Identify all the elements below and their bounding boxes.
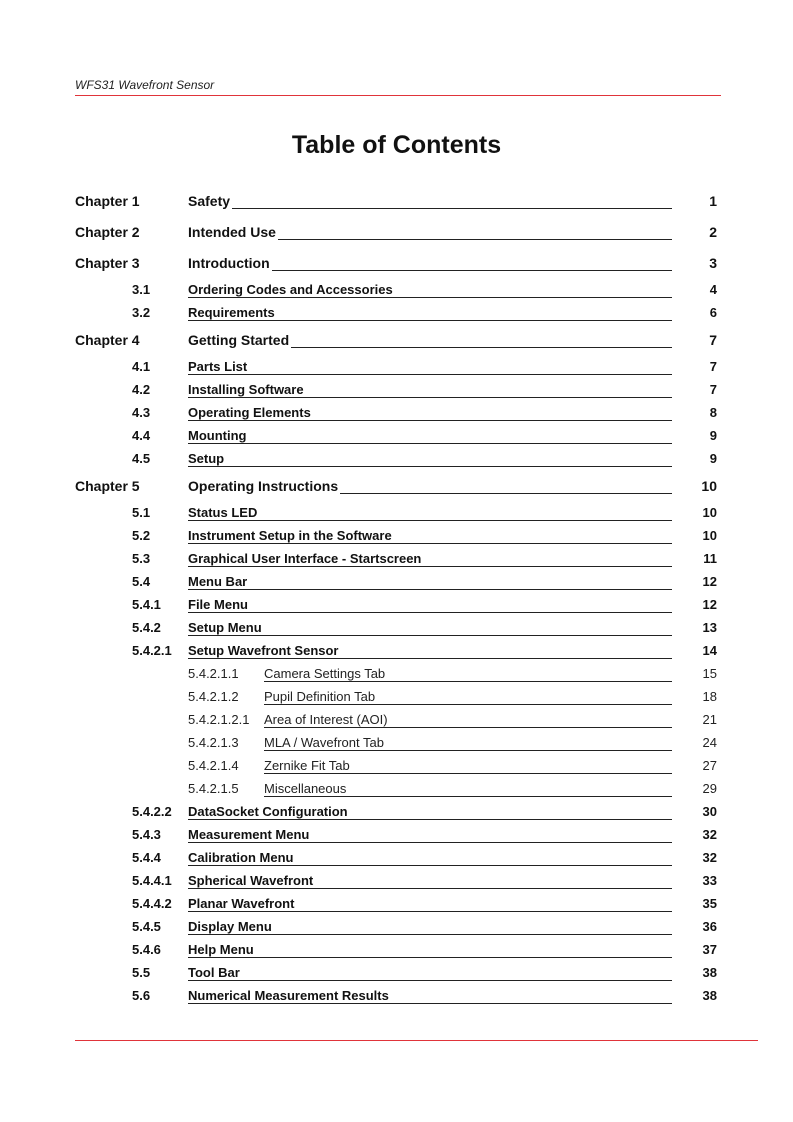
toc-page-number: 10: [701, 478, 717, 494]
page-title: Table of Contents: [291, 131, 502, 159]
toc-page-number: 37: [702, 942, 717, 957]
toc-entry[interactable]: [0, 781, 793, 801]
toc-entry[interactable]: [0, 528, 793, 548]
toc-page-number: 32: [702, 850, 717, 865]
toc-entry-number: 5.1: [132, 505, 151, 520]
toc-entry-title[interactable]: Introduction: [188, 255, 270, 271]
toc-entry-title[interactable]: Mounting: [188, 428, 247, 443]
toc-entry-number: 5.4.1: [132, 597, 161, 612]
toc-page-number: 9: [709, 451, 717, 466]
toc-entry-number: 4.3: [132, 405, 151, 420]
toc-entry-title[interactable]: Camera Settings Tab: [264, 666, 386, 681]
toc-entry-number: 5.2: [132, 528, 151, 543]
toc-entry[interactable]: [0, 643, 793, 663]
toc-entry-number: 5.4.2.1.3: [188, 735, 239, 750]
toc-entry-number: 5.4.4: [132, 850, 161, 865]
toc-entry-title[interactable]: Pupil Definition Tab: [264, 689, 376, 704]
toc-entry-number: Chapter 4: [75, 332, 140, 348]
toc-leader-line: [188, 574, 672, 594]
toc-page-number: 38: [702, 965, 717, 980]
toc-page-number: 29: [702, 781, 717, 796]
toc-page-number: 1: [709, 193, 717, 209]
toc-page-number: 33: [702, 873, 717, 888]
toc-entry-title[interactable]: Parts List: [188, 359, 248, 374]
toc-entry[interactable]: [0, 451, 793, 471]
toc-page-number: 7: [709, 382, 717, 397]
toc-entry-title[interactable]: Display Menu: [188, 919, 272, 934]
toc-entry-number: 5.4.2.2: [132, 804, 172, 819]
toc-entry[interactable]: [0, 965, 793, 985]
toc-entry-number: 4.5: [132, 451, 151, 466]
toc-page-number: 12: [702, 597, 717, 612]
toc-entry[interactable]: [0, 804, 793, 824]
toc-entry[interactable]: [0, 359, 793, 379]
toc-page-number: 13: [702, 620, 717, 635]
toc-entry-title[interactable]: Help Menu: [188, 942, 254, 957]
toc-entry-number: 5.4.2.1.2.1: [188, 712, 250, 727]
toc-page-number: 14: [702, 643, 717, 658]
toc-entry-number: 5.4.2.1.2: [188, 689, 239, 704]
toc-page-number: 9: [709, 428, 717, 443]
toc-entry[interactable]: [0, 478, 793, 498]
toc-leader-line: [188, 965, 672, 985]
toc-entry[interactable]: [0, 405, 793, 425]
toc-entry[interactable]: [0, 620, 793, 640]
toc-entry-number: 3.2: [132, 305, 151, 320]
toc-leader-line: [188, 942, 672, 962]
toc-entry-number: 5.4.4.1: [132, 873, 172, 888]
toc-entry[interactable]: [0, 255, 793, 275]
toc-page-number: 36: [702, 919, 717, 934]
toc-page-number: 6: [709, 305, 717, 320]
toc-entry-number: 5.4.3: [132, 827, 161, 842]
toc-page-number: 32: [702, 827, 717, 842]
toc-entry-title[interactable]: Setup Menu: [188, 620, 262, 635]
toc-page-number: 8: [709, 405, 717, 420]
toc-page-number: 2: [709, 224, 717, 240]
toc-page-number: 15: [702, 666, 717, 681]
toc-entry[interactable]: [0, 850, 793, 870]
toc-entry-number: 3.1: [132, 282, 151, 297]
toc-entry[interactable]: [0, 758, 793, 778]
toc-entry-number: 5.5: [132, 965, 151, 980]
toc-page-number: 30: [702, 804, 717, 819]
toc-entry[interactable]: [0, 712, 793, 732]
toc-entry-number: 5.4: [132, 574, 151, 589]
toc-leader-line: [188, 428, 672, 448]
toc-page-number: 21: [702, 712, 717, 727]
toc-entry-title[interactable]: Instrument Setup in the Software: [188, 528, 392, 543]
toc-entry-title[interactable]: Status LED: [188, 505, 258, 520]
toc-entry-number: Chapter 5: [75, 478, 140, 494]
toc-entry-number: 5.4.2.1.5: [188, 781, 239, 796]
toc-entry-number: 5.4.2: [132, 620, 161, 635]
footer-rule: [75, 1040, 758, 1041]
toc-entry[interactable]: [0, 873, 793, 893]
toc-page-number: 10: [702, 528, 717, 543]
toc-entry[interactable]: [0, 689, 793, 709]
toc-entry-title[interactable]: Intended Use: [188, 224, 276, 240]
toc-entry[interactable]: [0, 896, 793, 916]
toc-entry-number: 5.4.5: [132, 919, 161, 934]
toc-entry[interactable]: [0, 551, 793, 571]
toc-entry-number: 4.1: [132, 359, 151, 374]
toc-entry-title[interactable]: MLA / Wavefront Tab: [264, 735, 384, 750]
toc-entry-title[interactable]: Planar Wavefront: [188, 896, 295, 911]
toc-entry[interactable]: [0, 666, 793, 686]
toc-entry-title[interactable]: Spherical Wavefront: [188, 873, 314, 888]
toc-entry-number: 5.6: [132, 988, 151, 1003]
toc-entry-title[interactable]: File Menu: [188, 597, 248, 612]
toc-entry-number: Chapter 3: [75, 255, 140, 271]
toc-page-number: 10: [702, 505, 717, 520]
running-header: WFS31 Wavefront Sensor: [75, 78, 215, 92]
toc-entry[interactable]: [0, 382, 793, 402]
toc-entry-title[interactable]: Ordering Codes and Accessories: [188, 282, 393, 297]
toc-leader-line: [188, 505, 672, 525]
toc-entry-number: 5.3: [132, 551, 151, 566]
toc-page-number: 24: [702, 735, 717, 750]
toc-entry[interactable]: [0, 305, 793, 325]
toc-entry-title[interactable]: Tool Bar: [188, 965, 240, 980]
toc-entry-title[interactable]: Setup Wavefront Sensor: [188, 643, 339, 658]
toc-entry[interactable]: [0, 919, 793, 939]
toc-entry[interactable]: [0, 224, 793, 244]
toc-page-number: 3: [709, 255, 717, 271]
toc-entry-number: 5.4.4.2: [132, 896, 172, 911]
toc-entry-number: 5.4.2.1: [132, 643, 172, 658]
toc-entry-title[interactable]: Safety: [188, 193, 231, 209]
toc-page-number: 18: [702, 689, 717, 704]
toc-entry[interactable]: [0, 428, 793, 448]
toc-entry-number: 4.2: [132, 382, 151, 397]
toc-entry[interactable]: [0, 332, 793, 352]
toc-entry-title[interactable]: Calibration Menu: [188, 850, 294, 865]
toc-entry-title[interactable]: Operating Elements: [188, 405, 311, 420]
toc-entry-title[interactable]: Numerical Measurement Results: [188, 988, 389, 1003]
toc-entry-title[interactable]: Setup: [188, 451, 225, 466]
toc-entry[interactable]: [0, 988, 793, 1008]
toc-page-number: 38: [702, 988, 717, 1003]
toc-entry-number: Chapter 2: [75, 224, 140, 240]
toc-entry[interactable]: [0, 827, 793, 847]
toc-entry-title[interactable]: Getting Started: [188, 332, 290, 348]
toc-leader-line: [188, 359, 672, 379]
toc-entry-title[interactable]: Operating Instructions: [188, 478, 339, 494]
toc-entry-number: 5.4.2.1.1: [188, 666, 239, 681]
toc-entry[interactable]: [0, 505, 793, 525]
toc-entry-title[interactable]: Requirements: [188, 305, 275, 320]
toc-entry[interactable]: [0, 735, 793, 755]
toc-entry-number: 4.4: [132, 428, 151, 443]
toc-page-number: 12: [702, 574, 717, 589]
toc-page-number: 4: [709, 282, 717, 297]
toc-entry-title[interactable]: DataSocket Configuration: [188, 804, 348, 819]
toc-page-number: 11: [703, 551, 717, 566]
toc-leader-line: [188, 597, 672, 617]
toc-entry-number: 5.4.6: [132, 942, 161, 957]
toc-entry-title[interactable]: Area of Interest (AOI): [264, 712, 388, 727]
toc-entry-title[interactable]: Installing Software: [188, 382, 304, 397]
toc-page-number: 7: [709, 332, 717, 348]
toc-page-number: 7: [709, 359, 717, 374]
toc-page-number: 35: [702, 896, 717, 911]
toc-entry-title[interactable]: Menu Bar: [188, 574, 248, 589]
toc-entry[interactable]: [0, 193, 793, 213]
toc-entry[interactable]: [0, 282, 793, 302]
toc-entry-title[interactable]: Zernike Fit Tab: [264, 758, 350, 773]
toc-entry-title[interactable]: Graphical User Interface - Startscreen: [188, 551, 422, 566]
toc-entry[interactable]: [0, 597, 793, 617]
toc-leader-line: [188, 451, 672, 471]
toc-entry-title[interactable]: Miscellaneous: [264, 781, 347, 796]
toc-entry[interactable]: [0, 942, 793, 962]
toc-entry-number: 5.4.2.1.4: [188, 758, 239, 773]
toc-entry[interactable]: [0, 574, 793, 594]
toc-entry-title[interactable]: Measurement Menu: [188, 827, 310, 842]
toc-entry-number: Chapter 1: [75, 193, 140, 209]
toc-page-number: 27: [702, 758, 717, 773]
toc-leader-line: [188, 193, 672, 213]
